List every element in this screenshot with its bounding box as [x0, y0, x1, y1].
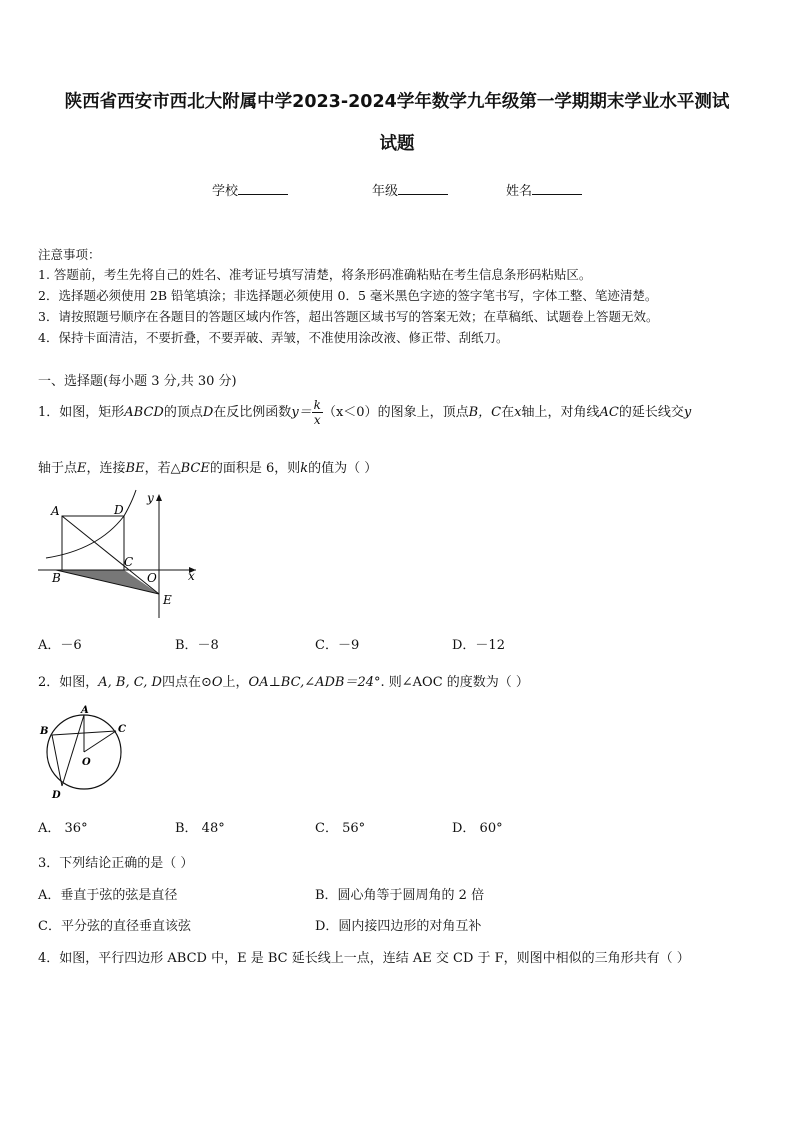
school-blank — [238, 182, 288, 195]
segment-db — [52, 735, 62, 786]
note-item-1: 1. 答题前，考生先将自己的姓名、准考证号填写清楚，将条形码准确粘贴在考生信息条形码粘贴区。 — [38, 267, 592, 282]
fraction-k-over-x: $\frac{k}{x}$ — [313, 398, 321, 427]
q2-option-d: D． 60° — [452, 821, 503, 836]
section-heading: 一、选择题(每小题 3 分,共 30 分) — [38, 374, 237, 389]
question-3-stem: 3．下列结论正确的是（ ） — [38, 856, 194, 871]
label-o: O — [147, 571, 157, 585]
y-axis-arrow-icon — [156, 494, 162, 501]
q1-option-a: A．－6 — [38, 638, 82, 653]
note-item-4: 4．保持卡面清洁，不要折叠，不要弄破、弄皱，不准使用涂改液、修正带、刮纸刀。 — [38, 330, 509, 345]
hyperbola-curve — [46, 490, 136, 558]
question-2-stem: 2．如图，A, B, C, D四点在⊙O上，OA⊥BC,∠ADB＝24°. 则∠AOC 的度数为（ ） — [38, 675, 529, 690]
question-1-line2: 轴于点E，连接BE，若△BCE的面积是 6，则k的值为（ ） — [38, 461, 378, 476]
q2-option-b: B． 48° — [175, 821, 225, 836]
question-1-line1: 1．如图，矩形ABCD的顶点D在反比例函数y＝ $\frac{k}{x}$ （x＜0）的图象上，顶点B，C在x轴上，对角线AC的延长线交y — [38, 398, 692, 427]
label-x: x — [188, 569, 195, 583]
q3-option-b: B．圆心角等于圆周角的 2 倍 — [315, 888, 485, 903]
notes-heading: 注意事项： — [38, 247, 101, 262]
segment-oc — [84, 731, 116, 752]
label-d: D — [114, 503, 124, 517]
label-e: E — [163, 593, 172, 607]
label-d: D — [52, 790, 61, 801]
grade-field — [372, 180, 448, 199]
label-c: C — [124, 555, 134, 569]
question-4-stem: 4．如图，平行四边形 ABCD 中，E 是 BC 延长线上一点，连结 AE 交 CD 于 F，则图中相似的三角形共有（ ） — [38, 951, 690, 966]
label-a: A — [51, 504, 60, 518]
grade-blank — [398, 182, 448, 195]
q2-option-a: A． 36° — [38, 821, 88, 836]
question-2-figure — [38, 702, 133, 802]
label-a: A — [81, 705, 89, 716]
q1-option-b: B．－8 — [175, 638, 219, 653]
q1-option-c: C．－9 — [315, 638, 360, 653]
note-item-2: 2．选择题必须使用 2B 铅笔填涂；非选择题必须使用 0．5 毫米黑色字迹的签字笔书写，字体工整、笔迹清楚。 — [38, 288, 658, 303]
label-b: B — [52, 571, 61, 585]
school-field — [212, 180, 288, 199]
page-title-line2: 试题 — [379, 134, 415, 154]
label-y: y — [147, 491, 154, 505]
q2-option-c: C． 56° — [315, 821, 366, 836]
page-title: 陕西省西安市西北大附属中学2023-2024学年数学九年级第一学期期末学业水平测试 — [64, 92, 730, 112]
label-o: O — [82, 757, 91, 768]
school-label: 学校 — [212, 184, 239, 199]
q3-option-a: A．垂直于弦的弦是直径 — [38, 888, 178, 903]
label-c: C — [118, 724, 126, 735]
name-label: 姓名 — [506, 184, 533, 199]
name-field — [506, 180, 582, 199]
q1-option-d: D．－12 — [452, 638, 505, 653]
note-item-3: 3．请按照题号顺序在各题目的答题区域内作答，超出答题区域书写的答案无效；在草稿纸、试题卷上答题无效。 — [38, 309, 659, 324]
label-b: B — [40, 726, 49, 737]
q3-option-c: C．平分弦的直径垂直该弦 — [38, 919, 191, 934]
q3-option-d: D．圆内接四边形的对角互补 — [315, 919, 482, 934]
question-1-figure — [38, 488, 203, 618]
name-blank — [532, 182, 582, 195]
grade-label: 年级 — [372, 184, 399, 199]
segment-da — [62, 715, 84, 786]
